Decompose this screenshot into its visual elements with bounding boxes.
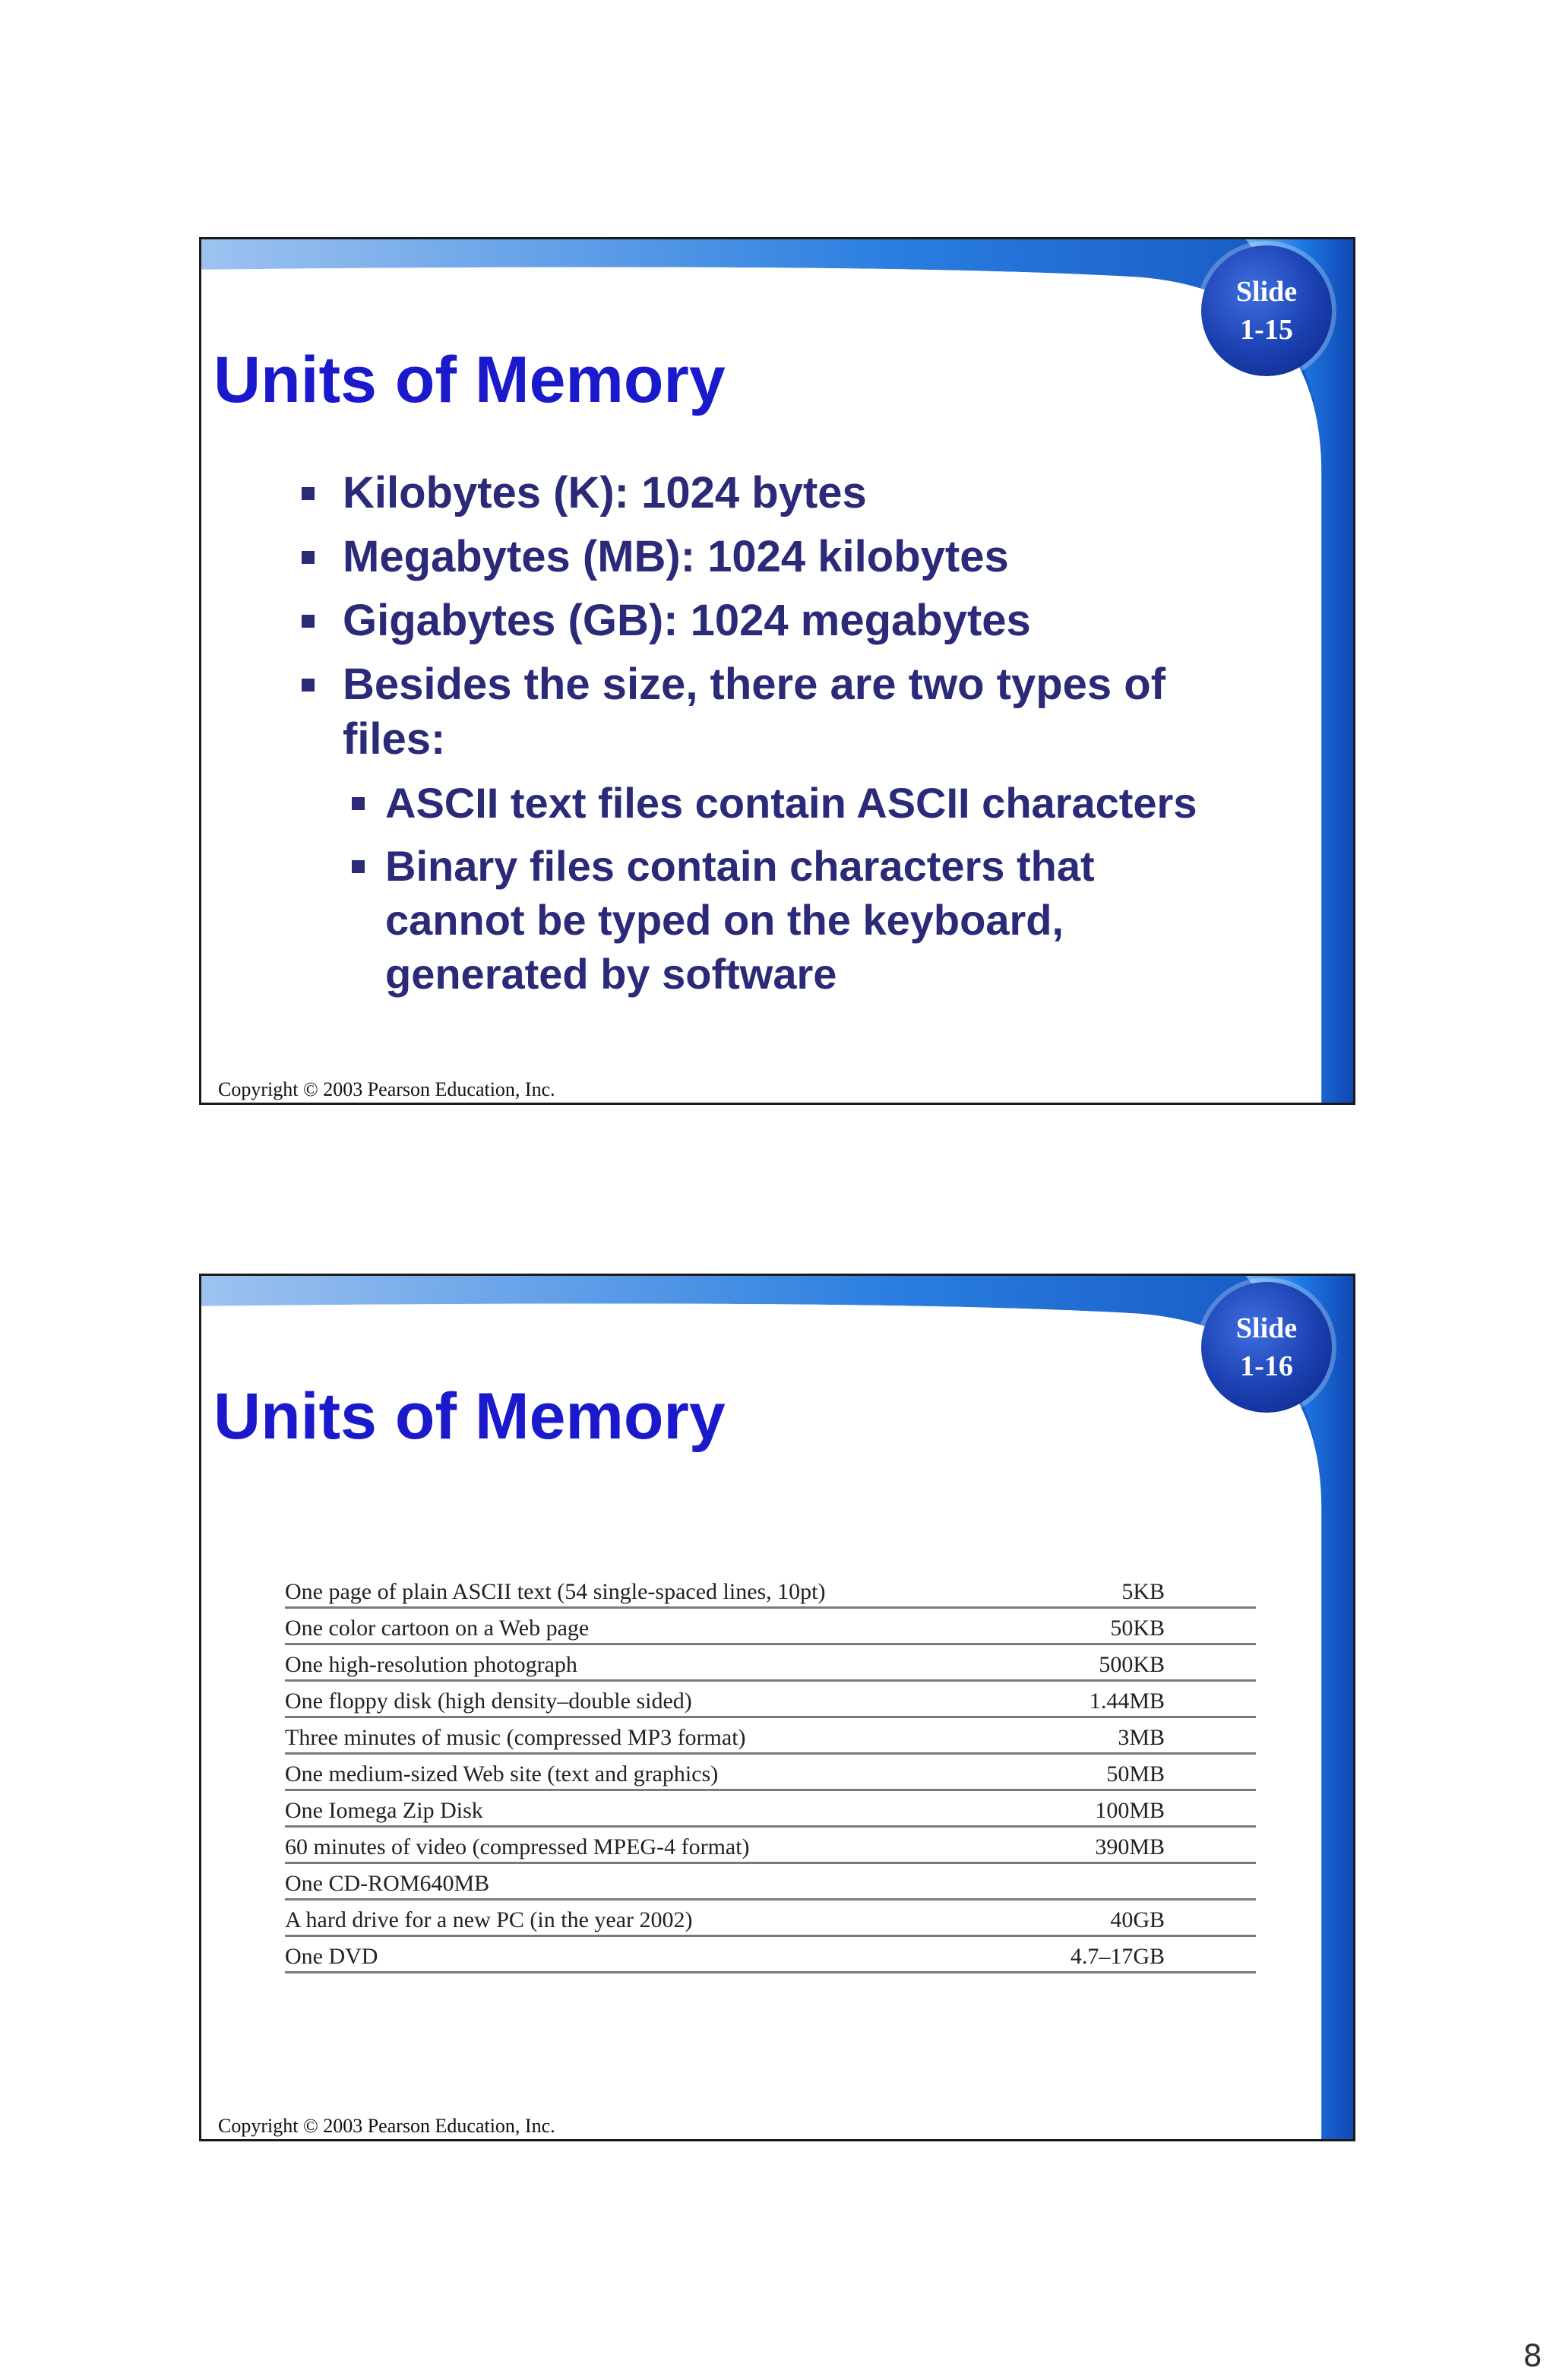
- table-row: [285, 1756, 1256, 1791]
- table-row: [285, 1938, 1256, 1973]
- bullet-item: Besides the size, there are two types of files:: [297, 657, 1209, 767]
- row-size: 5KB: [1121, 1579, 1165, 1604]
- table-row: [285, 1720, 1256, 1755]
- row-size: 100MB: [1095, 1798, 1165, 1823]
- table-row: [285, 1574, 1256, 1609]
- row-size: 1.44MB: [1089, 1688, 1165, 1714]
- square-bullet-icon: [302, 487, 315, 500]
- row-label: A hard drive for a new PC (in the year 2002): [285, 1907, 693, 1932]
- slide-1-15: [199, 237, 1355, 1105]
- bullet-item: Kilobytes (K): 1024 bytes: [297, 466, 1209, 521]
- row-label: One DVD: [285, 1944, 378, 1969]
- bullet-item: Gigabytes (GB): 1024 megabytes: [297, 593, 1209, 648]
- badge-number: 1-16: [1240, 1350, 1293, 1382]
- sub-bullet-item: Binary files contain characters that cannot be typed on the keyboard, generated by software: [347, 839, 1209, 1001]
- table-row: [285, 1866, 1256, 1901]
- row-label: One Iomega Zip Disk: [285, 1798, 483, 1823]
- table-row: [285, 1793, 1256, 1828]
- row-size: 390MB: [1095, 1834, 1165, 1859]
- row-size: 50KB: [1110, 1616, 1165, 1641]
- row-size: 500KB: [1099, 1652, 1165, 1677]
- square-bullet-icon: [302, 615, 315, 628]
- square-bullet-icon: [302, 551, 315, 564]
- row-label: One color cartoon on a Web page: [285, 1616, 590, 1641]
- row-label: One page of plain ASCII text (54 single-spaced lines, 10pt): [285, 1579, 826, 1604]
- bullet-item: Megabytes (MB): 1024 kilobytes: [297, 530, 1209, 584]
- row-size: 40GB: [1110, 1907, 1165, 1932]
- badge-number: 1-15: [1240, 314, 1293, 346]
- row-size: 4.7–17GB: [1070, 1944, 1165, 1969]
- row-label: One high-resolution photograph: [285, 1652, 577, 1677]
- page-number: 8: [1523, 2339, 1542, 2374]
- slide-1-16: [199, 1274, 1355, 2141]
- table-row: [285, 1610, 1256, 1645]
- table-row: [285, 1647, 1256, 1682]
- table-row: [285, 1902, 1256, 1937]
- row-size: 50MB: [1106, 1761, 1165, 1787]
- square-bullet-icon: [302, 679, 315, 692]
- slide-title: Units of Memory: [213, 343, 726, 416]
- bullet-list: [297, 466, 1209, 1010]
- badge-word: Slide: [1235, 1312, 1298, 1344]
- slide-title: Units of Memory: [213, 1380, 726, 1453]
- copyright-notice: Copyright © 2003 Pearson Education, Inc.: [218, 1078, 555, 1100]
- square-bullet-icon: [352, 860, 365, 873]
- row-size: 3MB: [1118, 1725, 1165, 1750]
- memory-size-table: [285, 1574, 1256, 1973]
- row-label: Three minutes of music (compressed MP3 format): [285, 1725, 746, 1750]
- slide-number-badge: [1201, 1282, 1332, 1413]
- table-row: [285, 1683, 1256, 1718]
- row-label: One floppy disk (high density–double sided): [285, 1688, 692, 1714]
- copyright-notice: Copyright © 2003 Pearson Education, Inc.: [218, 2115, 555, 2137]
- square-bullet-icon: [352, 797, 365, 810]
- sub-bullet-item: ASCII text files contain ASCII characters: [347, 776, 1209, 830]
- row-label: One medium-sized Web site (text and graphics): [285, 1761, 719, 1787]
- badge-word: Slide: [1235, 276, 1298, 308]
- row-label: 60 minutes of video (compressed MPEG-4 format): [285, 1834, 750, 1859]
- row-label: One CD-ROM640MB: [285, 1871, 490, 1896]
- table-row: [285, 1829, 1256, 1864]
- slide-number-badge: [1201, 245, 1332, 376]
